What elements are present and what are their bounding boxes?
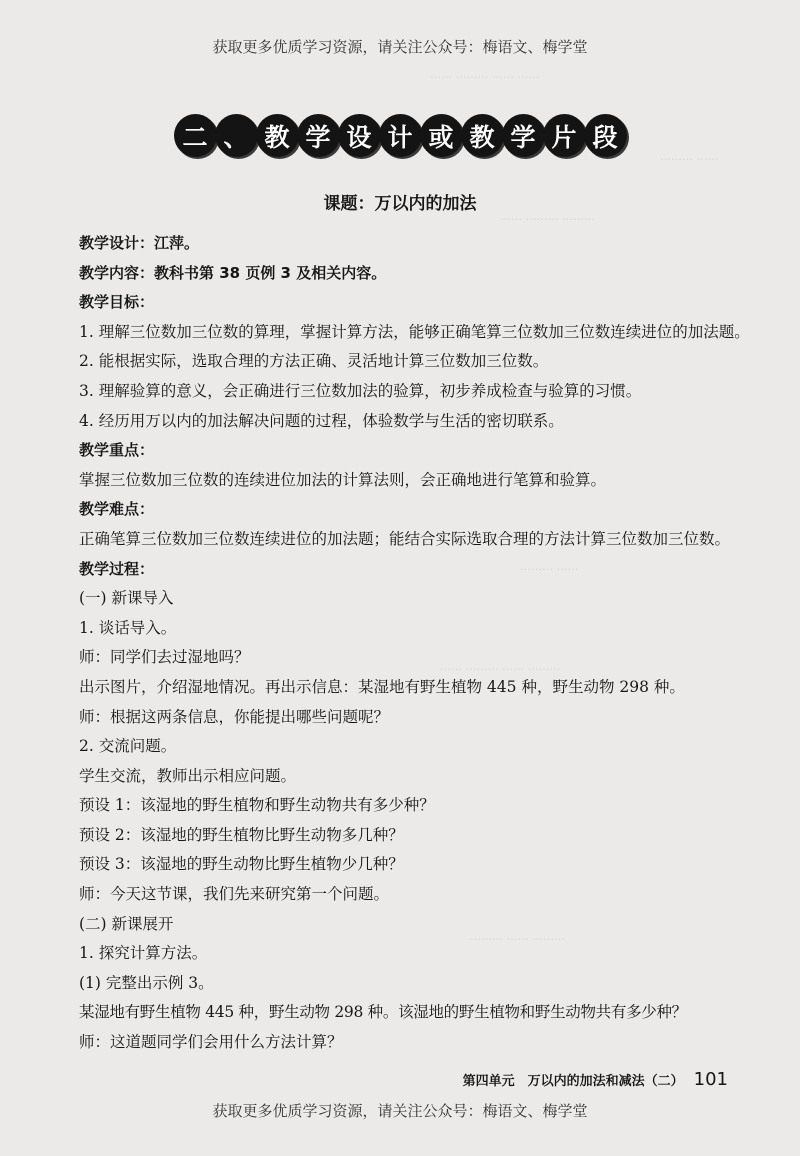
watermark-bottom: 获取更多优质学习资源，请关注公众号：梅语文、梅学堂 (212, 1102, 588, 1120)
bleed-through-text: …… ……… …… ……… (440, 660, 561, 673)
process-line: 1. 探究计算方法。 (79, 944, 208, 963)
process-line: (一) 新课导入 (79, 589, 174, 608)
process-line: 某湿地有野生植物 445 种，野生动物 298 种。该湿地的野生植物和野生动物共有多少种？ (79, 1003, 687, 1022)
bleed-through-text: ……… …… ……… (470, 930, 565, 943)
goal-item: 4. 经历用万以内的加法解决问题的过程，体验数学与生活的密切联系。 (79, 411, 564, 430)
section-title-char: 教 (463, 116, 502, 155)
goal-item: 1. 理解三位数加三位数的算理，掌握计算方法，能够正确笔算三位数加三位数连续进位的加法题。 (79, 322, 750, 341)
designer-line: 教学设计：江萍。 (79, 234, 200, 252)
section-title-char: 学 (299, 116, 338, 155)
difficulty-heading: 教学难点： (79, 500, 155, 519)
process-line: 预设 1：该湿地的野生植物和野生动物共有多少种？ (79, 796, 435, 815)
lesson-body (46, 229, 758, 1058)
process-line: (二) 新课展开 (79, 914, 174, 933)
page-footer (463, 1069, 728, 1090)
goal-item: 3. 理解验算的意义，会正确进行三位数加法的验算，初步养成检查与验算的习惯。 (79, 381, 642, 400)
section-title-char: 片 (545, 116, 584, 155)
section-title-char: 二 (176, 116, 215, 155)
process-line: 师：根据这两条信息，你能提出哪些问题呢？ (79, 707, 390, 726)
content-line: 教学内容：教科书第 38 页例 3 及相关内容。 (79, 263, 387, 282)
section-title-char: 、 (217, 116, 256, 155)
footer-unit-title: 第四单元 万以内的加法和减法（二） (462, 1074, 684, 1089)
key-text: 掌握三位数加三位数的连续进位加法的计算法则，会正确地进行笔算和验算。 (79, 470, 607, 489)
goal-item: 2. 能根据实际，选取合理的方法正确、灵活地计算三位数加三位数。 (79, 352, 549, 371)
bleed-through-text: …… ……… …… …… (430, 68, 540, 81)
bleed-through-text: ……… …… (660, 150, 719, 163)
process-line: 1. 谈话导入。 (79, 618, 177, 637)
section-title-char: 设 (340, 116, 379, 155)
goals-heading: 教学目标： (79, 293, 155, 312)
bleed-through-text: …… ……… ……… (500, 210, 595, 223)
section-title-char: 段 (586, 116, 625, 155)
process-line: 师：同学们去过湿地吗？ (79, 648, 250, 667)
section-title-char: 教 (258, 116, 297, 155)
process-line: 学生交流，教师出示相应问题。 (79, 766, 297, 785)
page-number: 101 (693, 1069, 728, 1090)
process-line: 预设 3：该湿地的野生动物比野生植物少几种？ (79, 855, 404, 874)
watermark-top: 获取更多优质学习资源，请关注公众号：梅语文、梅学堂 (212, 38, 588, 56)
difficulty-text: 正确笔算三位数加三位数连续进位的加法题；能结合实际选取合理的方法计算三位数加三位数。 (79, 529, 731, 548)
process-line: 2. 交流问题。 (79, 737, 177, 756)
lesson-title: 课题：万以内的加法 (323, 194, 477, 214)
section-title (176, 116, 625, 155)
process-line: 师：这道题同学们会用什么方法计算？ (79, 1033, 343, 1052)
process-line: (1) 完整出示例 3。 (79, 973, 214, 992)
section-title-banner (0, 116, 800, 155)
bleed-through-text: ……… …… (520, 560, 579, 573)
section-title-char: 计 (381, 116, 420, 155)
process-line: 出示图片，介绍湿地情况。再出示信息：某湿地有野生植物 445 种，野生动物 298 种。 (79, 677, 685, 696)
process-line: 师：今天这节课，我们先来研究第一个问题。 (79, 885, 390, 904)
key-heading: 教学重点： (79, 441, 155, 460)
section-title-char: 学 (504, 116, 543, 155)
process-heading: 教学过程： (79, 559, 155, 578)
section-title-char: 或 (422, 116, 461, 155)
process-line: 预设 2：该湿地的野生植物比野生动物多几种？ (79, 825, 404, 844)
